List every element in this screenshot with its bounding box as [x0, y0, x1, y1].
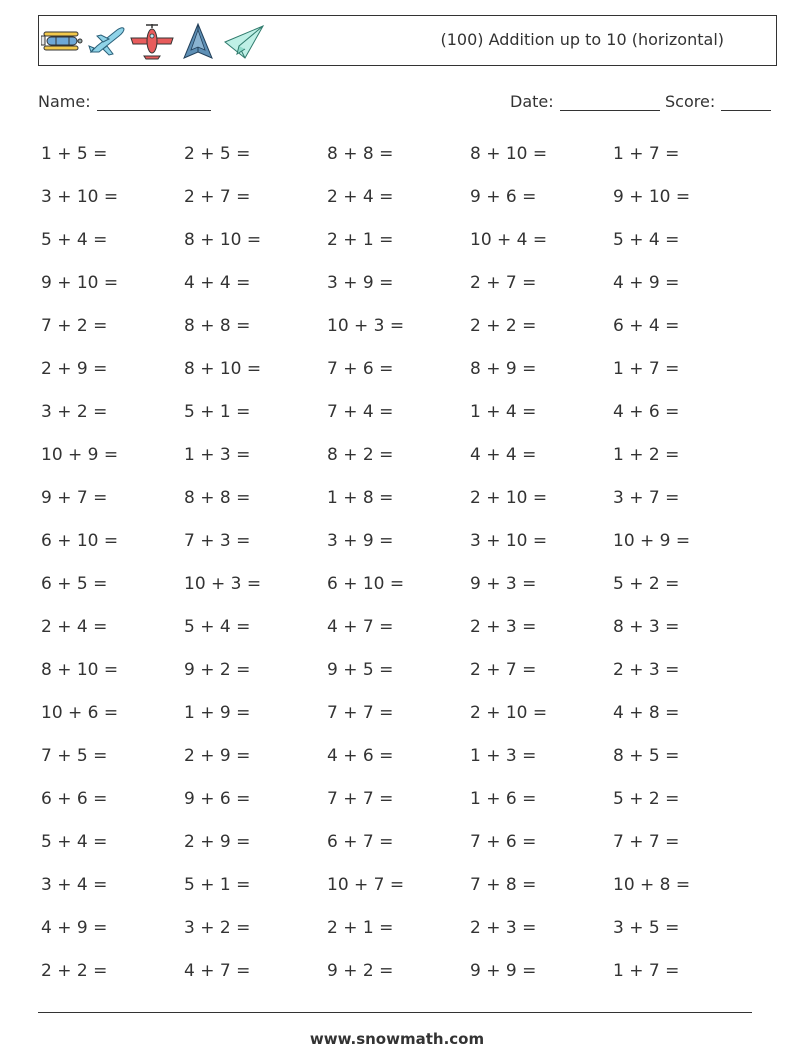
problem-item: 3 + 5 =: [613, 918, 680, 938]
problem-item: 8 + 9 =: [470, 359, 537, 379]
name-label: Name:: [38, 92, 91, 111]
problem-item: 2 + 1 =: [327, 230, 394, 250]
problem-item: 9 + 9 =: [470, 961, 537, 981]
problem-item: 4 + 9 =: [41, 918, 108, 938]
problem-item: 10 + 6 =: [41, 703, 119, 723]
worksheet-title: (100) Addition up to 10 (horizontal): [440, 30, 724, 49]
stealth-jet-icon: [181, 22, 215, 62]
problem-item: 10 + 9 =: [41, 445, 119, 465]
problem-item: 2 + 10 =: [470, 703, 548, 723]
problem-item: 7 + 5 =: [41, 746, 108, 766]
problem-item: 2 + 1 =: [327, 918, 394, 938]
footer-url: www.snowmath.com: [309, 1030, 485, 1048]
problem-item: 7 + 2 =: [41, 316, 108, 336]
problem-item: 10 + 7 =: [327, 875, 405, 895]
name-blank[interactable]: [97, 94, 211, 111]
problem-item: 2 + 5 =: [184, 144, 251, 164]
problem-item: 3 + 9 =: [327, 531, 394, 551]
problem-item: 9 + 10 =: [41, 273, 119, 293]
worksheet-header: [38, 15, 777, 66]
problem-item: 3 + 2 =: [184, 918, 251, 938]
problem-item: 8 + 5 =: [613, 746, 680, 766]
problem-item: 3 + 7 =: [613, 488, 680, 508]
problem-item: 3 + 10 =: [470, 531, 548, 551]
problem-item: 8 + 10 =: [184, 359, 262, 379]
problem-item: 8 + 10 =: [184, 230, 262, 250]
problem-item: 8 + 8 =: [184, 316, 251, 336]
problem-item: 2 + 3 =: [470, 617, 537, 637]
problem-item: 9 + 3 =: [470, 574, 537, 594]
problem-item: 1 + 3 =: [184, 445, 251, 465]
date-field: [510, 92, 660, 111]
problem-item: 9 + 10 =: [613, 187, 691, 207]
problem-item: 4 + 7 =: [184, 961, 251, 981]
problem-item: 7 + 8 =: [470, 875, 537, 895]
problem-item: 4 + 8 =: [613, 703, 680, 723]
problem-item: 4 + 4 =: [184, 273, 251, 293]
problem-item: 2 + 2 =: [41, 961, 108, 981]
problem-item: 1 + 4 =: [470, 402, 537, 422]
problem-item: 6 + 10 =: [327, 574, 405, 594]
score-blank[interactable]: [721, 94, 771, 111]
problem-item: 8 + 3 =: [613, 617, 680, 637]
problem-item: 7 + 4 =: [327, 402, 394, 422]
problem-item: 4 + 9 =: [613, 273, 680, 293]
problem-item: 8 + 8 =: [184, 488, 251, 508]
problem-item: 5 + 2 =: [613, 789, 680, 809]
footer-divider: [38, 1012, 752, 1013]
problem-item: 4 + 7 =: [327, 617, 394, 637]
problem-item: 10 + 9 =: [613, 531, 691, 551]
problem-item: 2 + 7 =: [184, 187, 251, 207]
problem-item: 10 + 4 =: [470, 230, 548, 250]
problem-item: 9 + 6 =: [184, 789, 251, 809]
problem-item: 4 + 6 =: [613, 402, 680, 422]
problem-item: 2 + 9 =: [41, 359, 108, 379]
problem-item: 2 + 7 =: [470, 660, 537, 680]
problem-item: 7 + 7 =: [613, 832, 680, 852]
problem-item: 1 + 2 =: [613, 445, 680, 465]
date-blank[interactable]: [560, 94, 660, 111]
problem-item: 7 + 6 =: [327, 359, 394, 379]
problem-item: 6 + 10 =: [41, 531, 119, 551]
problem-item: 8 + 10 =: [41, 660, 119, 680]
problem-item: 3 + 2 =: [41, 402, 108, 422]
problem-item: 6 + 7 =: [327, 832, 394, 852]
problem-item: 8 + 8 =: [327, 144, 394, 164]
jet-plane-icon: [87, 22, 127, 62]
problem-item: 7 + 7 =: [327, 789, 394, 809]
problem-item: 5 + 4 =: [41, 832, 108, 852]
biplane-icon: [41, 22, 83, 62]
problem-item: 9 + 6 =: [470, 187, 537, 207]
problem-item: 5 + 2 =: [613, 574, 680, 594]
problem-item: 1 + 3 =: [470, 746, 537, 766]
problem-item: 2 + 4 =: [41, 617, 108, 637]
problem-item: 7 + 3 =: [184, 531, 251, 551]
problem-item: 4 + 4 =: [470, 445, 537, 465]
problem-item: 1 + 7 =: [613, 144, 680, 164]
problem-item: 10 + 8 =: [613, 875, 691, 895]
score-field: [665, 92, 771, 111]
problem-item: 9 + 2 =: [327, 961, 394, 981]
problem-item: 2 + 3 =: [470, 918, 537, 938]
problem-item: 5 + 4 =: [41, 230, 108, 250]
problem-item: 1 + 7 =: [613, 359, 680, 379]
problem-item: 9 + 2 =: [184, 660, 251, 680]
problem-item: 2 + 9 =: [184, 746, 251, 766]
problem-item: 9 + 7 =: [41, 488, 108, 508]
problem-item: 1 + 8 =: [327, 488, 394, 508]
problem-item: 3 + 4 =: [41, 875, 108, 895]
problem-item: 5 + 1 =: [184, 875, 251, 895]
problem-item: 9 + 5 =: [327, 660, 394, 680]
problem-item: 8 + 2 =: [327, 445, 394, 465]
problem-item: 2 + 10 =: [470, 488, 548, 508]
problem-item: 6 + 4 =: [613, 316, 680, 336]
problem-item: 6 + 6 =: [41, 789, 108, 809]
problem-item: 8 + 10 =: [470, 144, 548, 164]
problem-item: 2 + 2 =: [470, 316, 537, 336]
problem-item: 2 + 3 =: [613, 660, 680, 680]
score-label: Score:: [665, 92, 716, 111]
problem-item: 2 + 9 =: [184, 832, 251, 852]
problem-item: 10 + 3 =: [184, 574, 262, 594]
problem-item: 3 + 9 =: [327, 273, 394, 293]
date-label: Date:: [510, 92, 554, 111]
propeller-plane-icon: [129, 22, 175, 62]
problem-item: 1 + 9 =: [184, 703, 251, 723]
problem-item: 1 + 7 =: [613, 961, 680, 981]
problem-item: 4 + 6 =: [327, 746, 394, 766]
problem-item: 6 + 5 =: [41, 574, 108, 594]
problem-item: 1 + 5 =: [41, 144, 108, 164]
name-field: [38, 92, 211, 111]
problem-item: 5 + 4 =: [184, 617, 251, 637]
paper-plane-icon: [223, 22, 265, 62]
problem-item: 7 + 7 =: [327, 703, 394, 723]
problem-item: 1 + 6 =: [470, 789, 537, 809]
problem-item: 2 + 7 =: [470, 273, 537, 293]
problem-item: 5 + 1 =: [184, 402, 251, 422]
problem-item: 7 + 6 =: [470, 832, 537, 852]
problem-item: 10 + 3 =: [327, 316, 405, 336]
problem-item: 2 + 4 =: [327, 187, 394, 207]
problem-item: 5 + 4 =: [613, 230, 680, 250]
problem-item: 3 + 10 =: [41, 187, 119, 207]
